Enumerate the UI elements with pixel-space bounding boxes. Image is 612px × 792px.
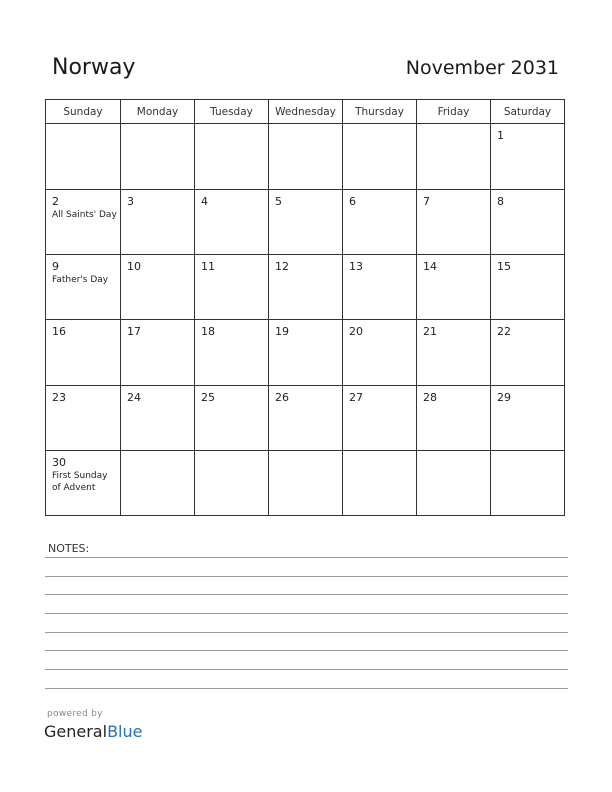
notes-line [45,594,568,595]
weekday-header-saturday: Saturday [490,100,564,124]
day-cell[interactable] [194,254,268,319]
day-cell[interactable] [120,450,194,515]
day-cell[interactable] [416,385,490,450]
day-number: 6 [349,195,356,209]
day-number: 10 [127,260,141,274]
day-cell[interactable] [268,385,342,450]
day-number: 8 [497,195,504,209]
day-number: 16 [52,325,66,339]
brand-name-part1: General [44,722,108,741]
day-number: 22 [497,325,511,339]
day-cell[interactable] [194,385,268,450]
day-number: 29 [497,390,511,404]
day-cell[interactable] [46,124,120,189]
day-cell[interactable] [46,385,120,450]
day-cell[interactable] [194,319,268,384]
day-cell[interactable] [416,450,490,515]
day-cell[interactable] [120,319,194,384]
day-cell[interactable] [490,189,564,254]
day-cell[interactable] [490,319,564,384]
day-cell[interactable] [490,450,564,515]
weekday-header-thursday: Thursday [342,100,416,124]
holiday-label: First Sunday of Advent [52,470,108,493]
day-number: 11 [201,260,215,274]
notes-label: NOTES: [48,542,90,555]
day-cell[interactable] [490,124,564,189]
calendar-grid [45,99,565,516]
day-cell[interactable] [416,124,490,189]
notes-line [45,688,568,689]
day-number: 28 [423,390,437,404]
day-number: 19 [275,325,289,339]
day-cell[interactable] [416,254,490,319]
day-cell[interactable] [416,319,490,384]
day-number: 7 [423,195,430,209]
day-number: 4 [201,195,208,209]
day-cell[interactable] [46,450,120,515]
brand-name-part2: Blue [107,722,143,741]
day-number: 2 [52,195,59,209]
holiday-label: All Saints' Day [52,210,117,221]
day-number: 23 [52,390,66,404]
weekday-header-wednesday: Wednesday [268,100,342,124]
day-number: 26 [275,390,289,404]
day-cell[interactable] [46,319,120,384]
notes-line [45,650,568,651]
day-cell[interactable] [46,189,120,254]
day-number: 1 [497,129,504,142]
month-title: November 2031 [405,57,559,79]
day-number: 3 [127,195,134,209]
day-cell[interactable] [490,254,564,319]
day-number: 5 [275,195,282,209]
day-number: 20 [349,325,363,339]
day-cell[interactable] [342,319,416,384]
day-cell[interactable] [120,385,194,450]
day-cell[interactable] [342,450,416,515]
day-number: 30 [52,455,66,469]
day-cell[interactable] [268,124,342,189]
day-cell[interactable] [120,254,194,319]
holiday-label: Father's Day [52,275,109,286]
weekday-header-tuesday: Tuesday [194,100,268,124]
day-cell[interactable] [342,254,416,319]
notes-line [45,576,568,577]
day-number: 17 [127,325,141,339]
day-number: 25 [201,390,215,404]
day-cell[interactable] [342,124,416,189]
day-number: 18 [201,325,215,339]
day-number: 24 [127,390,141,404]
day-cell[interactable] [120,189,194,254]
weekday-header-sunday: Sunday [46,100,120,124]
day-number: 12 [275,260,289,274]
day-cell[interactable] [46,254,120,319]
powered-by-text: powered by [47,709,103,719]
weekday-header-friday: Friday [416,100,490,124]
notes-line [45,669,568,670]
day-cell[interactable] [194,124,268,189]
day-number: 21 [423,325,437,339]
day-cell[interactable] [268,254,342,319]
day-cell[interactable] [342,189,416,254]
brand-logo[interactable] [44,722,142,741]
day-number: 15 [497,260,511,274]
day-number: 9 [52,260,59,274]
day-cell[interactable] [490,385,564,450]
day-cell[interactable] [268,189,342,254]
notes-line [45,557,568,558]
day-cell[interactable] [120,124,194,189]
weekday-header-monday: Monday [120,100,194,124]
notes-line [45,632,568,633]
day-number: 14 [423,260,437,274]
day-cell[interactable] [268,450,342,515]
country-title: Norway [52,55,136,80]
day-cell[interactable] [342,385,416,450]
day-number: 27 [349,390,363,404]
notes-line [45,613,568,614]
day-cell[interactable] [194,450,268,515]
day-cell[interactable] [194,189,268,254]
day-cell[interactable] [268,319,342,384]
day-number: 13 [349,260,363,274]
day-cell[interactable] [416,189,490,254]
